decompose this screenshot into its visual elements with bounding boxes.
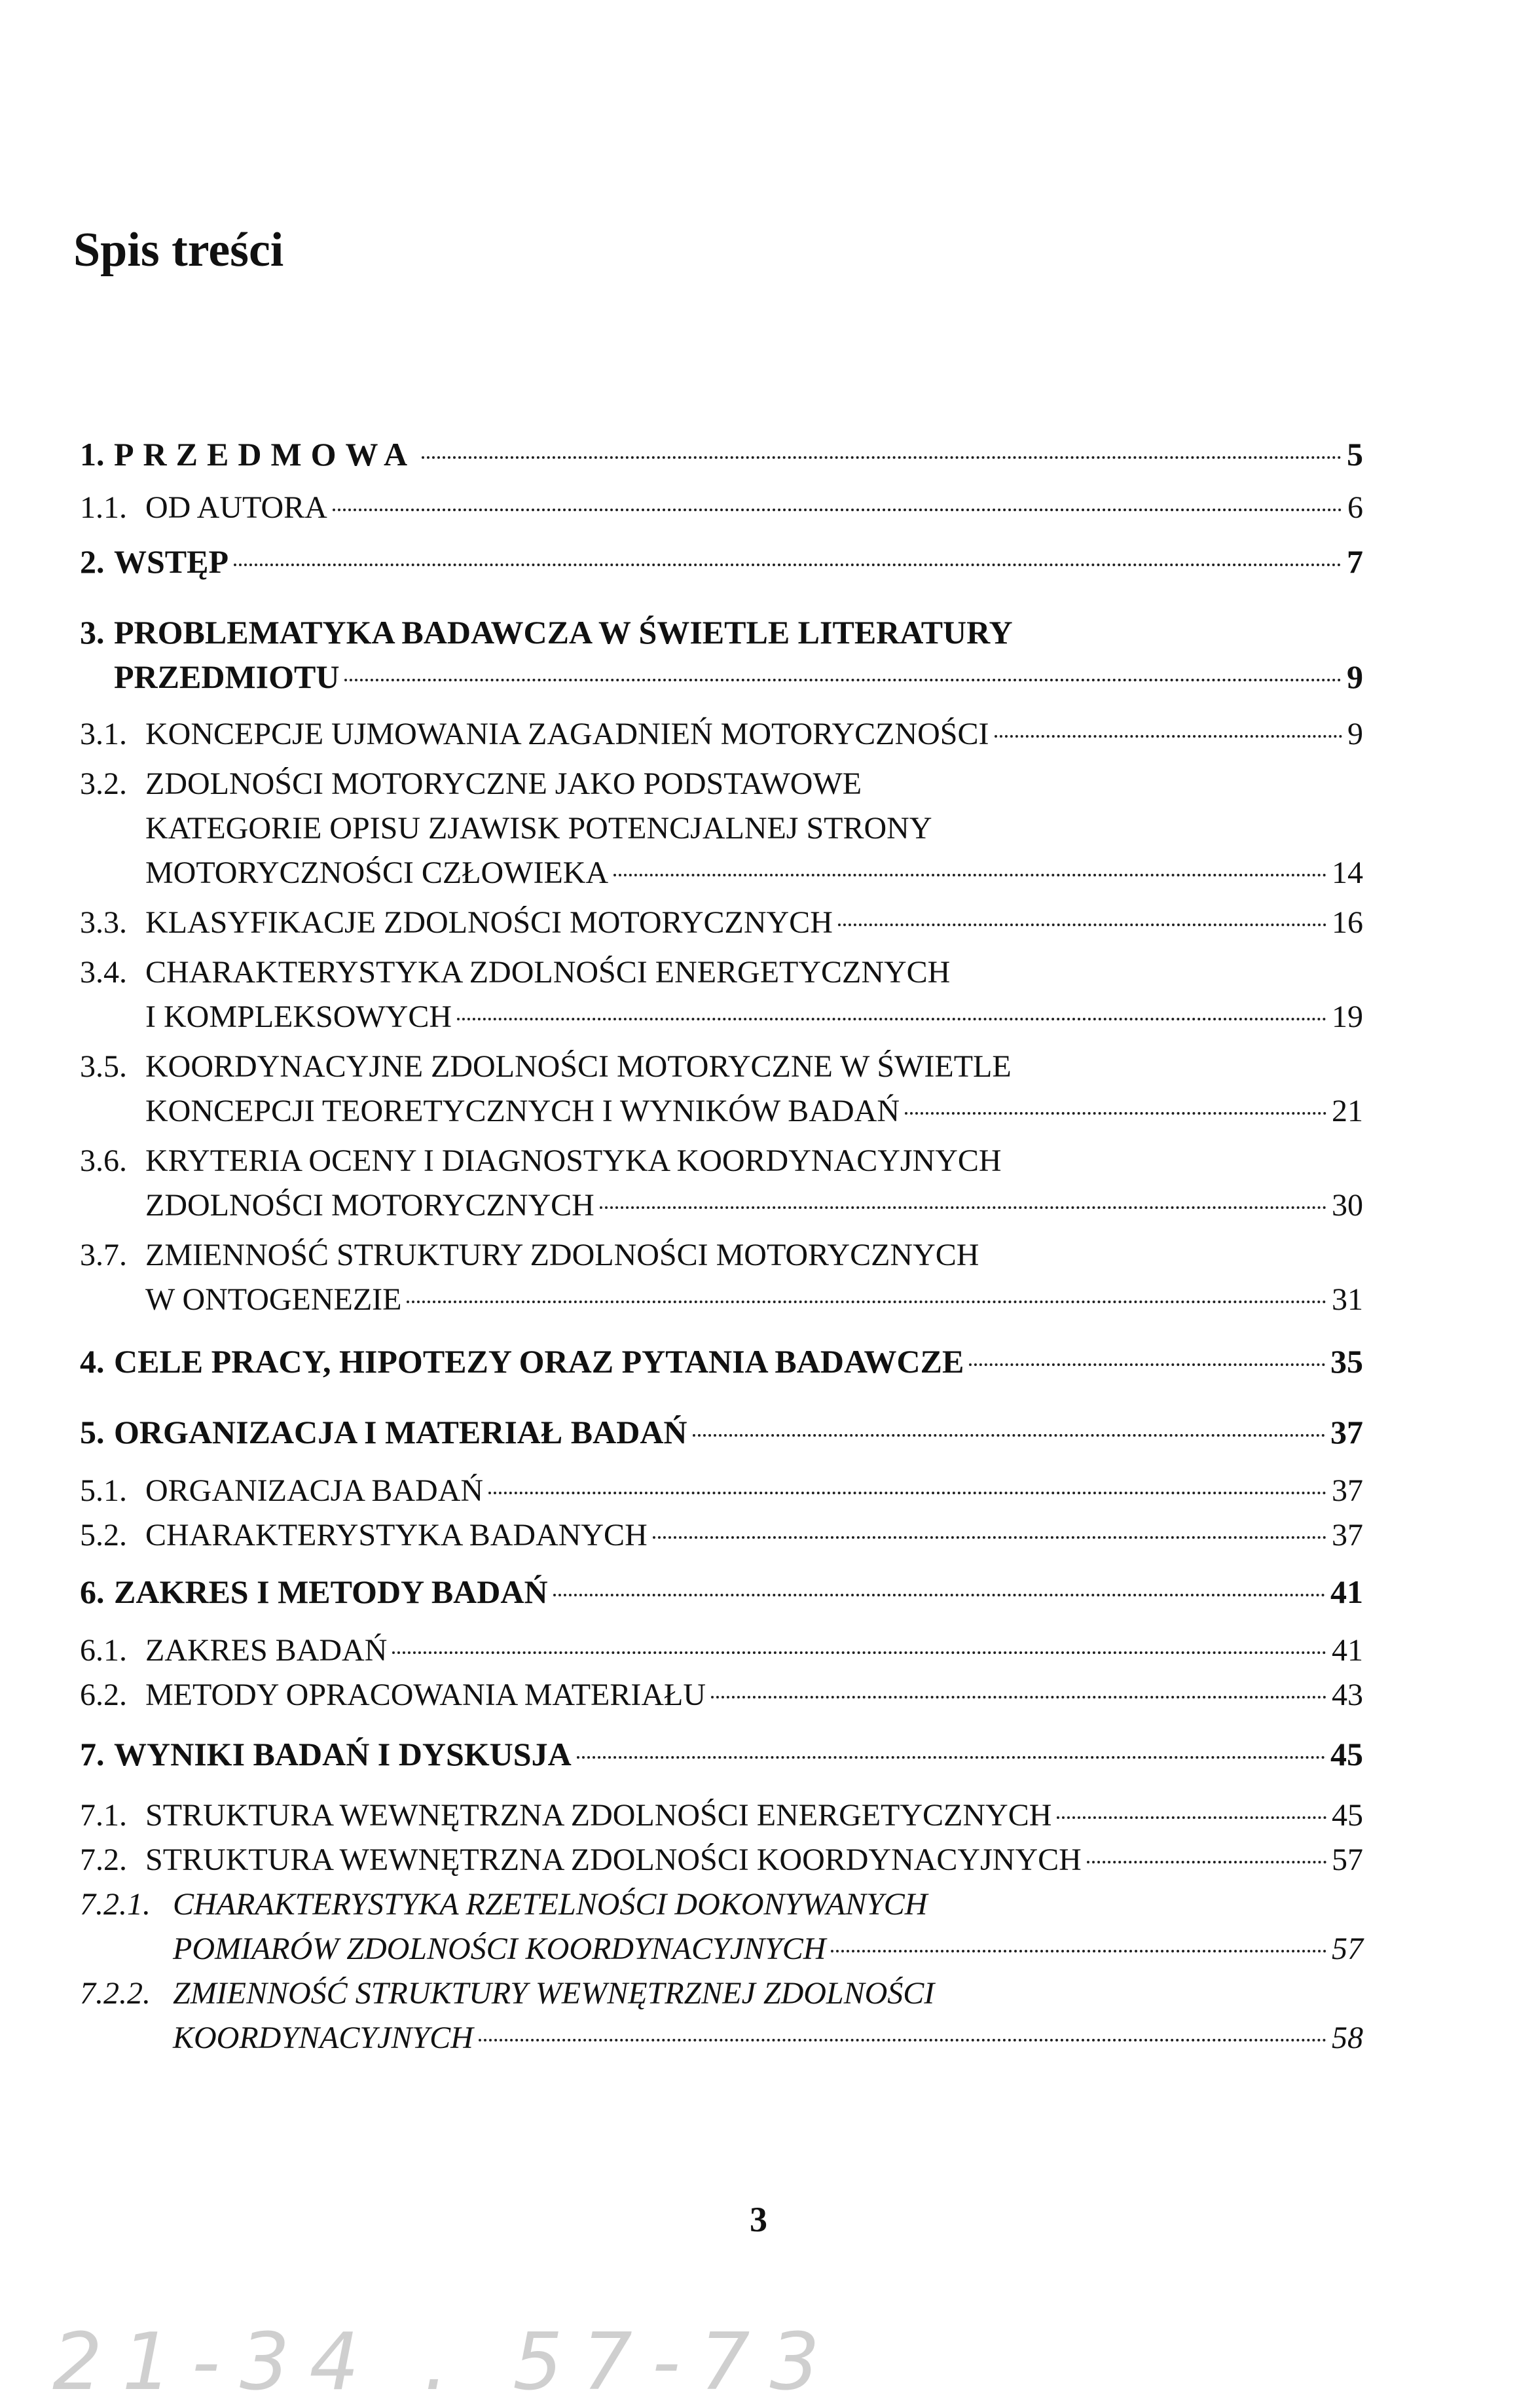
toc-entry-number: 6.1. — [80, 1633, 127, 1668]
toc-entry-title-line: ZDOLNOŚCI MOTORYCZNYCH — [145, 1188, 594, 1223]
toc-entry-title-line: KRYTERIA OCENY I DIAGNOSTYKA KOORDYNACYJNYCH — [145, 1143, 1002, 1178]
toc-entry — [80, 1233, 1363, 1322]
toc-entry-title-line: PROBLEMATYKA BADAWCZA W ŚWIETLE LITERATURY — [114, 614, 1013, 651]
toc-entry-title-line: STRUKTURA WEWNĘTRZNA ZDOLNOŚCI ENERGETYCZNYCH — [145, 1798, 1052, 1833]
toc-entry-title-line: PRZEDMOWA — [114, 436, 417, 473]
dot-leader — [969, 1363, 1325, 1366]
toc-entry-page: 30 — [1332, 1188, 1363, 1223]
toc-entry-title-line: METODY OPRACOWANIA MATERIAŁU — [145, 1678, 706, 1712]
toc-entry-number: 3.1. — [80, 717, 127, 751]
toc-entry-number: 7. — [80, 1736, 105, 1772]
dot-leader — [711, 1696, 1326, 1698]
toc-entry-number: 5. — [80, 1414, 105, 1450]
toc-entry-title-line: WSTĘP — [114, 543, 229, 580]
toc-entry-page: 57 — [1332, 1842, 1363, 1877]
dot-leader — [1057, 1816, 1326, 1819]
toc-entry-title-line: CHARAKTERYSTYKA BADANYCH — [145, 1518, 648, 1553]
toc-entry-number: 2. — [80, 543, 105, 580]
dot-leader — [905, 1112, 1326, 1115]
toc-entry — [80, 1971, 1363, 2060]
toc-entry-number: 3. — [80, 614, 105, 651]
toc-entry — [80, 1838, 1363, 1882]
toc-entry-page: 19 — [1332, 999, 1363, 1034]
toc-entry-title-line: ORGANIZACJA I MATERIAŁ BADAŃ — [114, 1414, 687, 1450]
toc-entry-title-line: PRZEDMIOTU — [114, 658, 340, 695]
toc-entry — [80, 539, 1363, 584]
page-number: 3 — [750, 2200, 767, 2239]
toc-entry-number: 6.2. — [80, 1678, 127, 1712]
toc-entry-page: 58 — [1332, 2021, 1363, 2055]
toc-entry-title-line: ORGANIZACJA BADAŃ — [145, 1473, 484, 1508]
toc-entry-title-line: ZMIENNOŚĆ STRUKTURY WEWNĘTRZNEJ ZDOLNOŚCI — [173, 1976, 935, 2011]
toc-entry — [80, 610, 1363, 699]
toc-entry-title-line: KONCEPCJE UJMOWANIA ZAGADNIEŃ MOTORYCZNOŚCI — [145, 717, 989, 751]
toc-entry-page: 41 — [1330, 1573, 1363, 1610]
toc-entry-number: 3.5. — [80, 1049, 127, 1084]
toc-entry-title-line: ZAKRES I METODY BADAŃ — [114, 1573, 548, 1610]
dot-leader — [653, 1536, 1326, 1539]
toc-entry-title-line: KATEGORIE OPISU ZJAWISK POTENCJALNEJ STRONY — [145, 811, 932, 846]
toc-entry-number: 4. — [80, 1343, 105, 1380]
toc-entry-title-line: POMIARÓW ZDOLNOŚCI KOORDYNACYJNYCH — [173, 1932, 826, 1966]
toc-entry — [80, 762, 1363, 895]
toc-entry — [80, 1513, 1363, 1558]
dot-leader — [553, 1594, 1325, 1596]
toc-entry — [80, 1628, 1363, 1673]
dot-leader — [479, 2039, 1326, 2041]
dot-leader — [422, 456, 1342, 459]
toc-entry — [80, 1045, 1363, 1134]
toc-entry-page: 16 — [1332, 905, 1363, 940]
toc-entry — [80, 1139, 1363, 1228]
toc-entry-page: 41 — [1332, 1633, 1363, 1668]
dot-leader — [344, 679, 1342, 681]
dot-leader — [831, 1950, 1326, 1952]
toc-entry — [80, 1410, 1363, 1454]
toc-entry — [80, 1732, 1363, 1776]
toc-entry-page: 21 — [1332, 1094, 1363, 1128]
toc-entry-title-line: KOORDYNACYJNYCH — [173, 2021, 473, 2055]
toc-entry-page: 31 — [1332, 1282, 1363, 1317]
table-of-contents — [80, 432, 1363, 2060]
toc-entry-number: 7.2. — [80, 1842, 127, 1877]
toc-entry-page: 6 — [1347, 490, 1363, 525]
toc-entry-title-line: ZMIENNOŚĆ STRUKTURY ZDOLNOŚCI MOTORYCZNYCH — [145, 1238, 979, 1272]
toc-entry — [80, 1469, 1363, 1513]
toc-entry-page: 57 — [1332, 1932, 1363, 1966]
toc-entry-title-line: CHARAKTERYSTYKA ZDOLNOŚCI ENERGETYCZNYCH — [145, 955, 951, 990]
toc-entry-page: 14 — [1332, 855, 1363, 890]
toc-entry-number: 5.1. — [80, 1473, 127, 1508]
toc-entry-title-line: CELE PRACY, HIPOTEZY ORAZ PYTANIA BADAWCZE — [114, 1343, 964, 1380]
toc-entry-title-line: WYNIKI BADAŃ I DYSKUSJA — [114, 1736, 572, 1772]
toc-entry-title-line: ZAKRES BADAŃ — [145, 1633, 388, 1668]
toc-entry — [80, 1673, 1363, 1717]
toc-entry-page: 5 — [1347, 436, 1363, 473]
dot-leader — [600, 1206, 1326, 1209]
toc-entry-number: 1.1. — [80, 490, 127, 525]
toc-entry-number: 5.2. — [80, 1518, 127, 1553]
toc-entry-page: 37 — [1330, 1414, 1363, 1450]
toc-entry-page: 9 — [1347, 658, 1363, 695]
dot-leader — [693, 1434, 1325, 1437]
dot-leader — [407, 1301, 1326, 1303]
toc-entry-number: 7.1. — [80, 1798, 127, 1833]
page-title: Spis treści — [73, 223, 284, 277]
toc-entry-page: 37 — [1332, 1473, 1363, 1508]
toc-entry-page: 7 — [1347, 543, 1363, 580]
toc-entry-title-line: KONCEPCJI TEORETYCZNYCH I WYNIKÓW BADAŃ — [145, 1094, 900, 1128]
toc-entry — [80, 1570, 1363, 1614]
dot-leader — [234, 564, 1342, 566]
toc-entry-number: 3.6. — [80, 1143, 127, 1178]
dot-leader — [577, 1756, 1325, 1759]
toc-entry-title-line: KOORDYNACYJNE ZDOLNOŚCI MOTORYCZNE W ŚWIETLE — [145, 1049, 1012, 1084]
toc-entry-title-line: CHARAKTERYSTYKA RZETELNOŚCI DOKONYWANYCH — [173, 1887, 928, 1922]
toc-entry-title-line: STRUKTURA WEWNĘTRZNA ZDOLNOŚCI KOORDYNACYJNYCH — [145, 1842, 1082, 1877]
toc-entry — [80, 901, 1363, 945]
toc-entry — [80, 950, 1363, 1039]
toc-entry-page: 9 — [1347, 717, 1363, 751]
toc-entry-number: 3.7. — [80, 1238, 127, 1272]
dot-leader — [392, 1651, 1326, 1654]
toc-entry-number: 6. — [80, 1573, 105, 1610]
toc-entry-number: 3.3. — [80, 905, 127, 940]
toc-entry-title-line: I KOMPLEKSOWYCH — [145, 999, 452, 1034]
toc-entry — [80, 1339, 1363, 1384]
toc-entry-number: 3.2. — [80, 766, 127, 801]
dot-leader — [995, 735, 1343, 738]
dot-leader — [613, 874, 1326, 876]
toc-entry-page: 37 — [1332, 1518, 1363, 1553]
toc-entry — [80, 1882, 1363, 1971]
toc-entry-title-line: OD AUTORA — [145, 490, 327, 525]
toc-entry-page: 45 — [1332, 1798, 1363, 1833]
toc-entry — [80, 486, 1363, 530]
dot-leader — [333, 509, 1342, 511]
dot-leader — [1087, 1861, 1326, 1863]
toc-entry-page: 43 — [1332, 1678, 1363, 1712]
toc-entry-number: 7.2.1. — [80, 1887, 151, 1922]
toc-entry-number: 1. — [80, 436, 105, 473]
toc-entry-page: 35 — [1330, 1343, 1363, 1380]
toc-entry-page: 45 — [1330, 1736, 1363, 1772]
dot-leader — [457, 1018, 1326, 1020]
dot-leader — [838, 924, 1326, 926]
toc-entry — [80, 1793, 1363, 1838]
toc-entry — [80, 712, 1363, 757]
toc-entry-title-line: MOTORYCZNOŚCI CZŁOWIEKA — [145, 855, 609, 890]
dot-leader — [488, 1492, 1326, 1494]
toc-entry — [80, 432, 1363, 476]
toc-entry-title-line: W ONTOGENEZIE — [145, 1282, 402, 1317]
toc-entry-title-line: ZDOLNOŚCI MOTORYCZNE JAKO PODSTAWOWE — [145, 766, 862, 801]
toc-entry-number: 3.4. — [80, 955, 127, 990]
pencil-annotation: 21-34 . 57-73 — [52, 2317, 839, 2408]
toc-entry-number: 7.2.2. — [80, 1976, 151, 2011]
toc-entry-title-line: KLASYFIKACJE ZDOLNOŚCI MOTORYCZNYCH — [145, 905, 833, 940]
